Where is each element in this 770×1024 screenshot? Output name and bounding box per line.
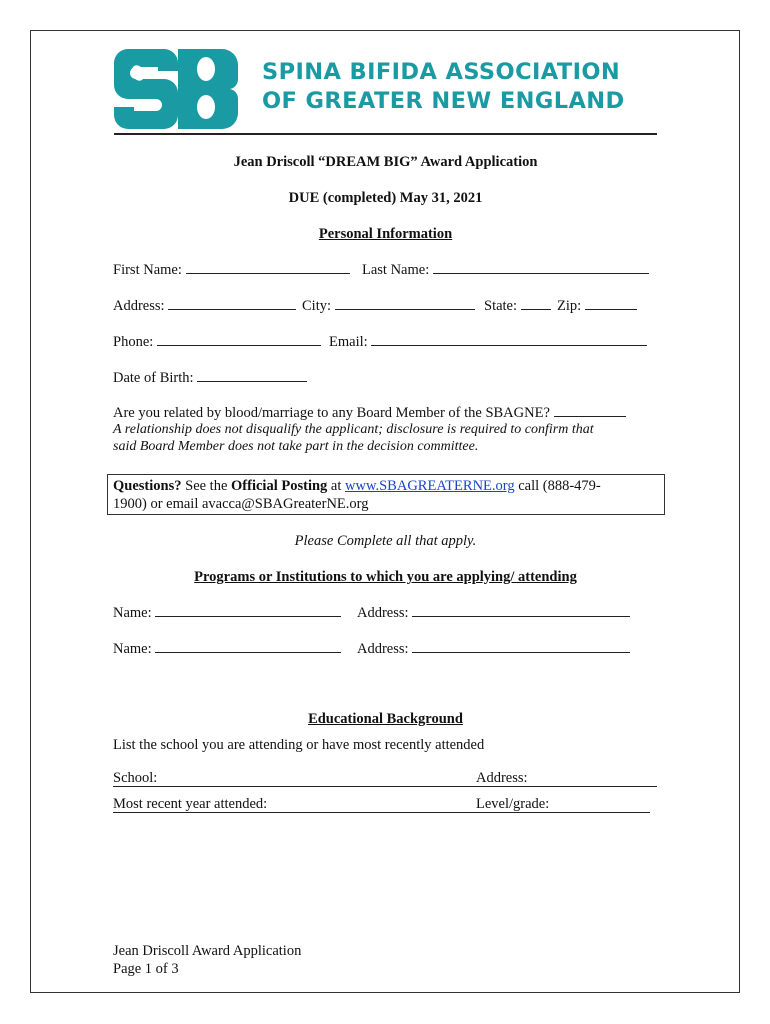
footer-page-number: Page 1 of 3 [113, 961, 179, 977]
program-address-field-1[interactable] [357, 604, 630, 622]
programs-heading: Programs or Institutions to which you are applying/ attending [194, 569, 577, 585]
program-address-field-2[interactable] [357, 640, 630, 658]
please-complete-note: Please Complete all that apply. [294, 533, 477, 549]
program-name-label: Name: [113, 605, 152, 621]
related-question[interactable] [113, 404, 626, 422]
website-link[interactable]: www.SBAGREATERNE.org [345, 478, 515, 494]
program-name-label: Name: [113, 641, 152, 657]
school-label: School: [113, 770, 158, 786]
program-address-label: Address: [357, 605, 409, 621]
zip-field[interactable] [557, 297, 637, 315]
first-name-field[interactable] [113, 261, 350, 279]
official-posting-label: Official Posting [231, 478, 328, 494]
address-label: Address: [113, 298, 165, 314]
recent-year-label: Most recent year attended: [113, 796, 268, 812]
footer-title: Jean Driscoll Award Application [113, 943, 302, 959]
phone-field[interactable] [113, 333, 321, 351]
city-field[interactable] [302, 297, 475, 315]
dob-label: Date of Birth: [113, 370, 194, 386]
page-title: Jean Driscoll “DREAM BIG” Award Application [233, 154, 538, 170]
sbagne-logo-mark [114, 49, 238, 129]
questions-label: Questions? [113, 478, 182, 494]
questions-line-1: Questions? See the Official Posting at www.SBAGREATERNE.org call (888-479- [113, 478, 601, 494]
level-grade-label: Level/grade: [476, 796, 550, 812]
email-field[interactable] [329, 333, 647, 351]
logo-text-line2: OF GREATER NEW ENGLAND [262, 88, 625, 114]
related-question-label: Are you related by blood/marriage to any Board Member of the SBAGNE? [113, 405, 550, 421]
questions-line-2: 1900) or email avacca@SBAGreaterNE.org [113, 496, 369, 512]
school-field-line[interactable] [113, 786, 657, 787]
state-field[interactable] [484, 297, 551, 315]
first-name-label: First Name: [113, 262, 182, 278]
last-name-field[interactable] [362, 261, 649, 279]
state-label: State: [484, 298, 518, 314]
education-heading: Educational Background [308, 711, 463, 727]
last-name-label: Last Name: [362, 262, 430, 278]
email-label: Email: [329, 334, 368, 350]
dob-field[interactable] [113, 369, 307, 387]
due-date: DUE (completed) May 31, 2021 [288, 190, 483, 206]
program-address-label: Address: [357, 641, 409, 657]
program-name-field-1[interactable] [113, 604, 341, 622]
education-intro: List the school you are attending or have most recently attended [113, 737, 485, 753]
relationship-note-1: A relationship does not disqualify the applicant; disclosure is required to confirm that [113, 422, 594, 437]
header-rule [114, 133, 657, 135]
program-name-field-2[interactable] [113, 640, 341, 658]
address-field[interactable] [113, 297, 296, 315]
phone-label: Phone: [113, 334, 154, 350]
relationship-note-2: said Board Member does not take part in the decision committee. [113, 439, 479, 454]
zip-label: Zip: [557, 298, 582, 314]
recent-year-field-line[interactable] [113, 812, 650, 813]
city-label: City: [302, 298, 332, 314]
logo-text-line1: SPINA BIFIDA ASSOCIATION [262, 59, 621, 85]
personal-info-heading: Personal Information [318, 226, 453, 242]
school-address-label: Address: [476, 770, 528, 786]
